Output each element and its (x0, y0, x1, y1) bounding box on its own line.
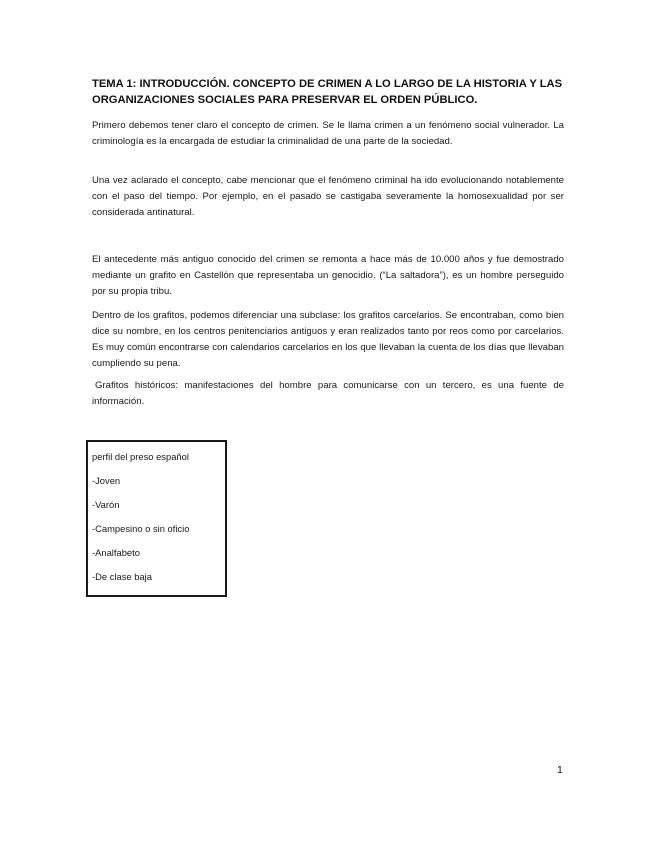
profile-item: -Joven (92, 475, 121, 486)
profile-item: -Analfabeto (92, 547, 140, 558)
paragraph-crime-evolution: Una vez aclarado el concepto, cabe mencionar que el fenómeno criminal ha ido evolucionando notablemente con el paso del tiempo. Por ejemplo, en el pasado se castigaba severamente la homosexualidad por ser considerada antinatural. (92, 175, 564, 218)
paragraph-prison-graffiti: Dentro de los grafitos, podemos diferenciar una subclase: los grafitos carcelarios. Se encontraban, como bien dice su nombre, en los centros penitenciarios antiguos y eran realizados tanto por reos como por carcelarios. Es muy común encontrarse con calendarios carcelarios en los que llevaban la cuenta de los días que llevaban cumpliendo su pena. (92, 310, 564, 369)
document-title: TEMA 1: INTRODUCCIÓN. CONCEPTO DE CRIMEN A LO LARGO DE LA HISTORIA Y LAS ORGANIZACIONES SOCIALES PARA PRESERVAR EL ORDEN PÚBLICO. (92, 78, 563, 106)
profile-item: -De clase baja (92, 571, 152, 582)
profile-item: -Varón (92, 499, 120, 510)
paragraph-oldest-antecedent: El antecedente más antiguo conocido del crimen se remonta a hace más de 10.000 años y fue demostrado mediante un grafito en Castellón que representaba un genocidio. (“La saltadora”), es un hombre perseguido por su propia tribu. (92, 254, 564, 297)
profile-item: -Campesino o sin oficio (92, 523, 190, 534)
paragraph-crime-concept: Primero debemos tener claro el concepto de crimen. Se le llama crimen a un fenómeno social vulnerador. La criminología es la encargada de estudiar la criminalidad de una parte de la sociedad. (92, 120, 564, 147)
prisoner-profile-box (86, 440, 227, 597)
profile-box-title: perfil del preso español (92, 451, 189, 462)
paragraph-historic-graffiti: Grafitos históricos: manifestaciones del hombre para comunicarse con un tercero, es una fuente de información. (92, 380, 564, 407)
page-number: 1 (557, 764, 563, 776)
